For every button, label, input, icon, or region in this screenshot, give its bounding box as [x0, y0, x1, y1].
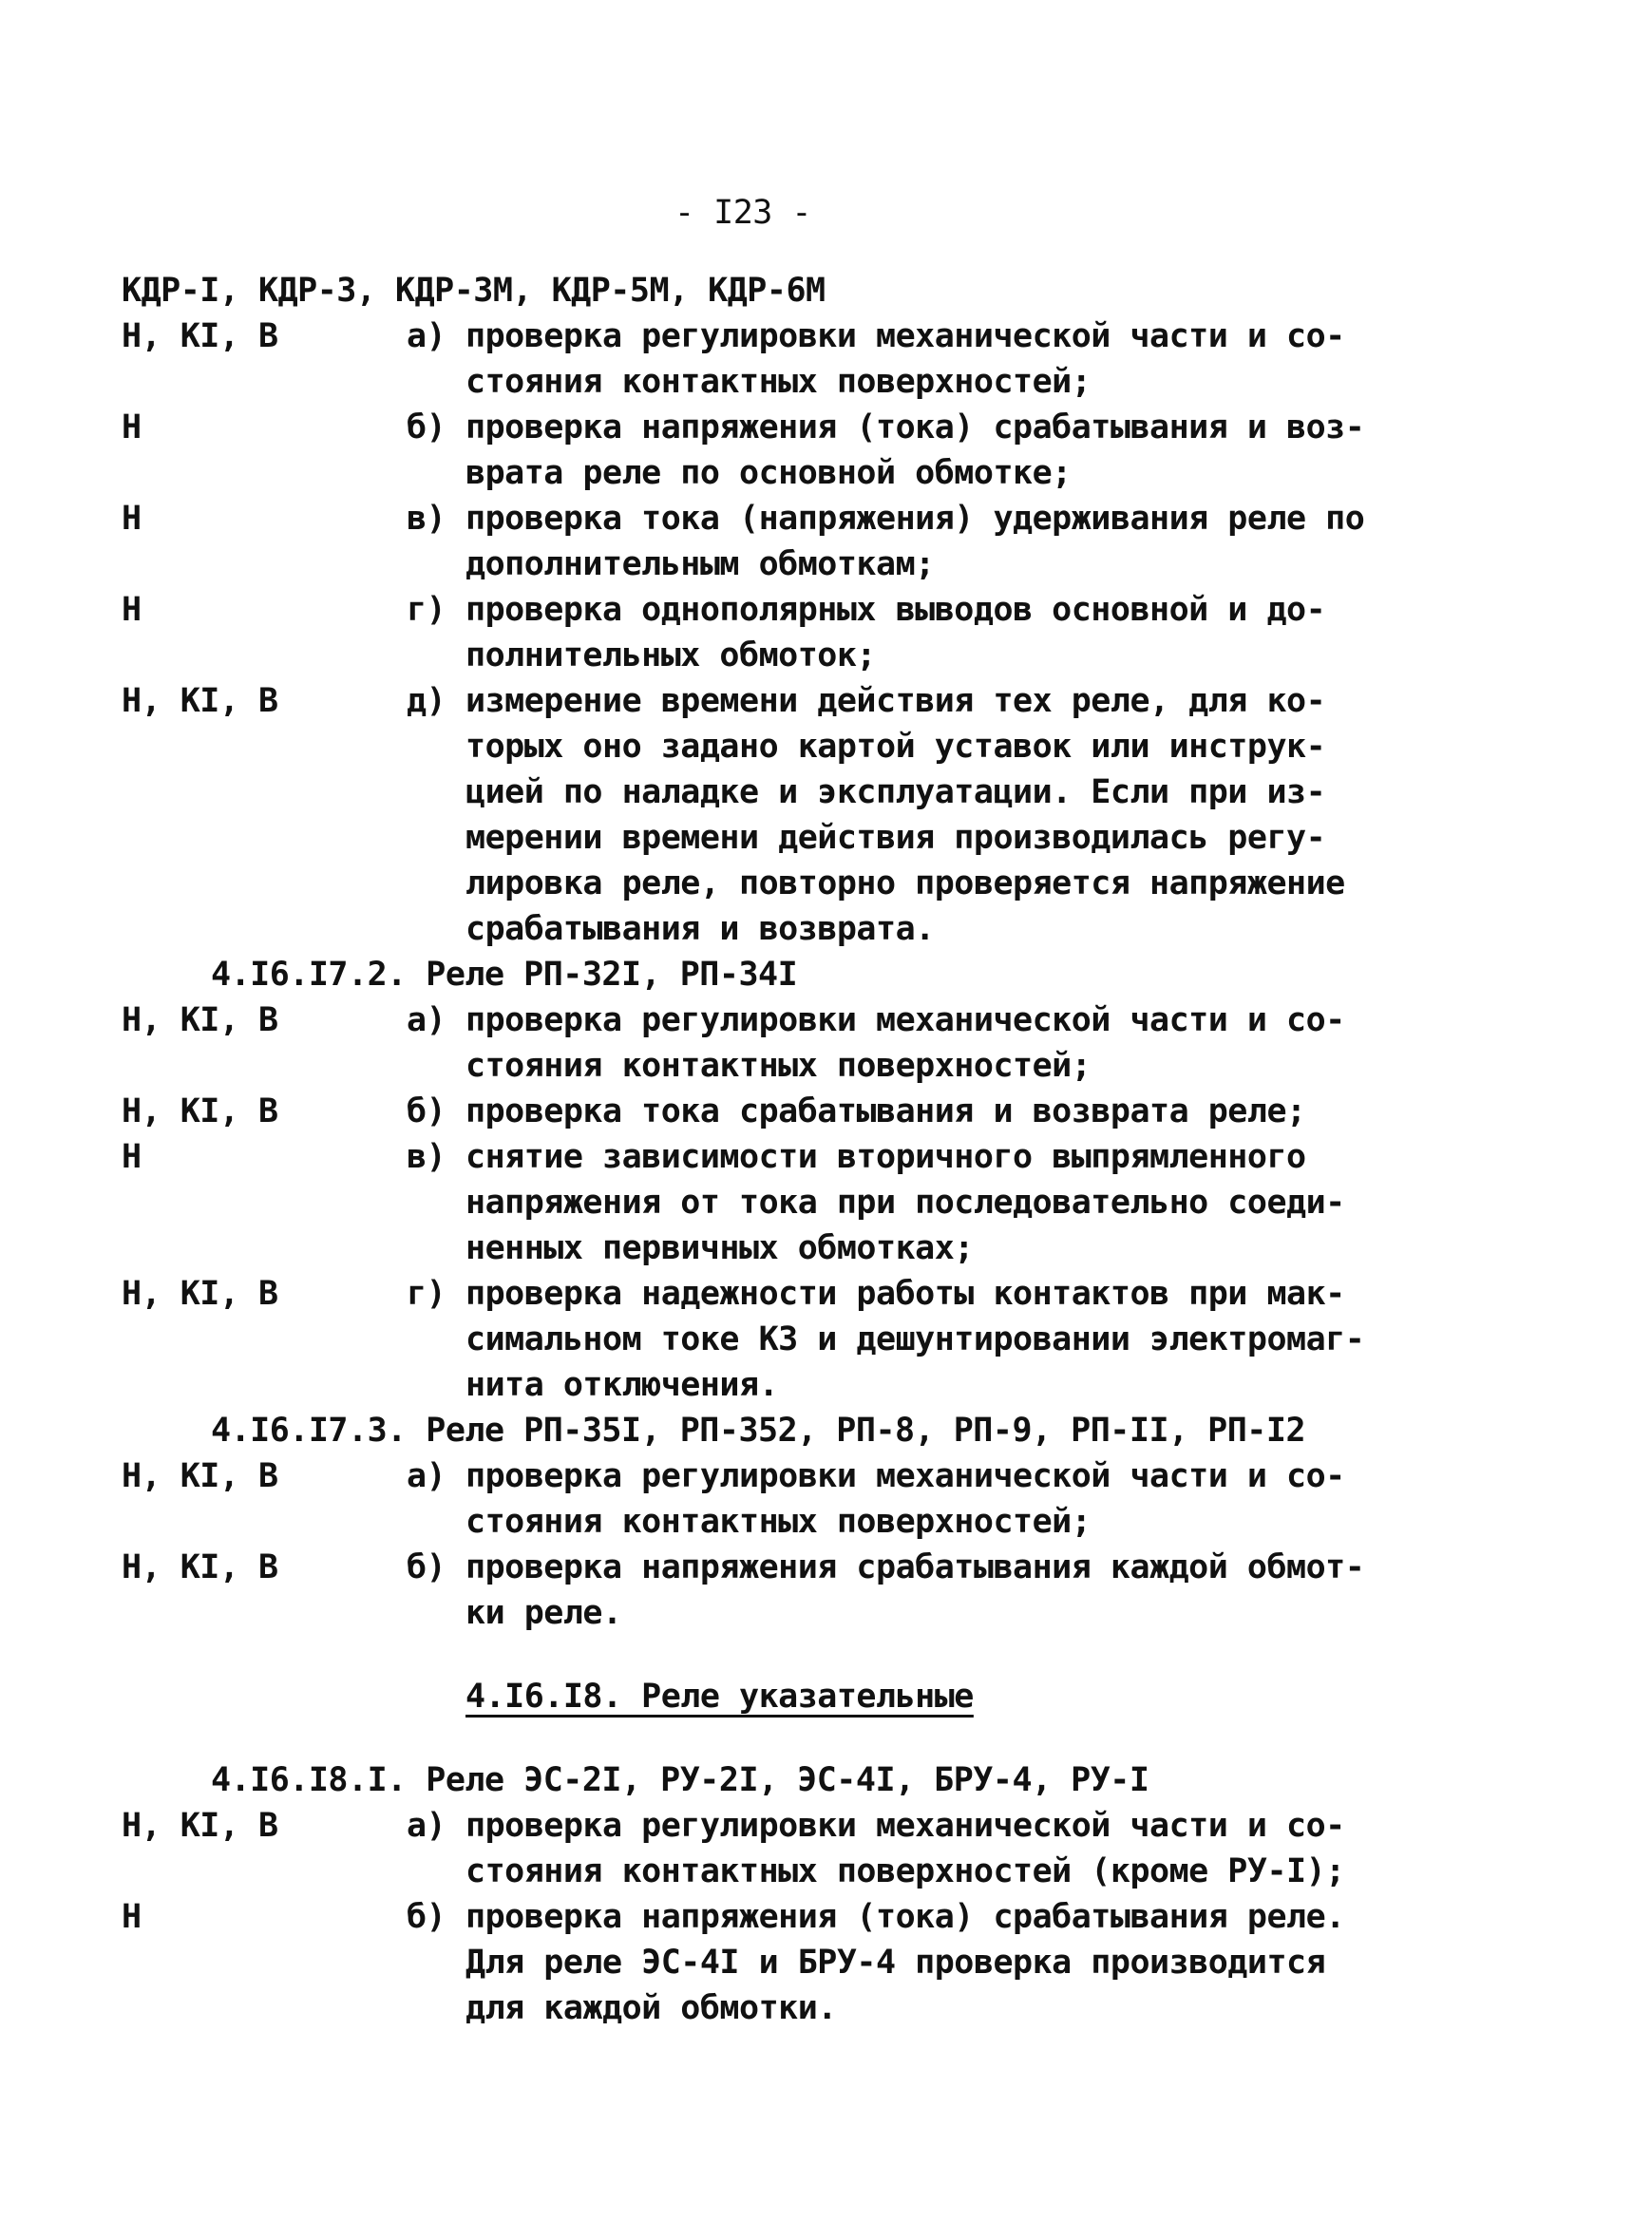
check-codes: Н — [122, 1138, 142, 1176]
item-text-line: снятие зависимости вторичного выпрямленного — [465, 1138, 1306, 1176]
check-codes: Н, КI, В — [122, 682, 278, 720]
item-text-line: напряжения от тока при последовательно соеди- — [465, 1184, 1345, 1222]
item-marker: а) — [407, 317, 446, 355]
item-text-line: полнительных обмоток; — [465, 636, 877, 674]
item-marker: г) — [407, 591, 446, 629]
item-text-line: ненных первичных обмотках; — [465, 1229, 974, 1267]
subsection-title: 4.I6.I8.I. Реле ЭС-2I, РУ-2I, ЭС-4I, БРУ-4, РУ-I — [211, 1761, 1149, 1799]
subsection-title: 4.I6.I7.3. Реле РП-35I, РП-352, РП-8, РП-9, РП-II, РП-I2 — [211, 1412, 1306, 1450]
check-codes: Н, КI, В — [122, 1457, 278, 1495]
check-codes: Н — [122, 500, 142, 538]
item-text-line: проверка напряжения срабатывания каждой обмот- — [465, 1548, 1365, 1586]
item-marker: б) — [407, 1898, 446, 1936]
relay-group-title: КДР-I, КДР-3, КДР-3М, КДР-5М, КДР-6М — [122, 272, 826, 310]
item-marker: а) — [407, 1457, 446, 1495]
item-text-line: нита отключения. — [465, 1366, 779, 1404]
check-codes: Н — [122, 1898, 142, 1936]
item-marker: б) — [407, 1548, 446, 1586]
item-text-line: проверка тока (напряжения) удерживания реле по — [465, 500, 1365, 538]
item-marker: б) — [407, 408, 446, 446]
item-marker: в) — [407, 500, 446, 538]
item-text-line: проверка надежности работы контактов при мак- — [465, 1275, 1345, 1313]
item-text-line: проверка напряжения (тока) срабатывания и воз- — [465, 408, 1365, 446]
item-text-line: проверка регулировки механической части и со- — [465, 317, 1345, 355]
item-text-line: стояния контактных поверхностей; — [465, 363, 1092, 401]
item-text-line: врата реле по основной обмотке; — [465, 454, 1072, 492]
check-codes: Н, КI, В — [122, 317, 278, 355]
check-codes: Н, КI, В — [122, 1092, 278, 1130]
item-text-line: цией по наладке и эксплуатации. Если при из- — [465, 773, 1326, 811]
check-codes: Н, КI, В — [122, 1275, 278, 1313]
item-marker: в) — [407, 1138, 446, 1176]
item-text-line: мерении времени действия производилась регу- — [465, 819, 1326, 857]
item-text-line: проверка тока срабатывания и возврата реле; — [465, 1092, 1306, 1130]
check-codes: Н — [122, 408, 142, 446]
check-codes: Н, КI, В — [122, 1807, 278, 1845]
item-text-line: лировка реле, повторно проверяется напряжение — [465, 864, 1345, 902]
item-text-line: симальном токе КЗ и дешунтировании электромаг- — [465, 1320, 1365, 1358]
item-text-line: дополнительным обмоткам; — [465, 545, 935, 583]
subsection-title: 4.I6.I7.2. Реле РП-32I, РП-34I — [211, 956, 798, 994]
item-text-line: проверка однополярных выводов основной и до- — [465, 591, 1326, 629]
item-marker: г) — [407, 1275, 446, 1313]
item-marker: б) — [407, 1092, 446, 1130]
item-text-line: стояния контактных поверхностей (кроме РУ-I); — [465, 1852, 1345, 1890]
item-text-line: срабатывания и возврата. — [465, 910, 935, 948]
section-heading: 4.I6.I8. Реле указательные — [465, 1678, 974, 1716]
item-marker: д) — [407, 682, 446, 720]
check-codes: Н, КI, В — [122, 1001, 278, 1039]
item-text-line: проверка регулировки механической части и со- — [465, 1001, 1345, 1039]
item-text-line: проверка регулировки механической части и со- — [465, 1457, 1345, 1495]
item-text-line: ки реле. — [465, 1594, 622, 1632]
item-text-line: стояния контактных поверхностей; — [465, 1503, 1092, 1541]
item-marker: а) — [407, 1807, 446, 1845]
page-number: - I23 - — [674, 194, 812, 232]
item-marker: а) — [407, 1001, 446, 1039]
item-text-line: проверка регулировки механической части и со- — [465, 1807, 1345, 1845]
check-codes: Н — [122, 591, 142, 629]
item-text-line: торых оно задано картой уставок или инструк- — [465, 728, 1326, 766]
item-text-line: стояния контактных поверхностей; — [465, 1047, 1092, 1085]
item-text-line: Для реле ЭС-4I и БРУ-4 проверка производится — [465, 1944, 1326, 1982]
check-codes: Н, КI, В — [122, 1548, 278, 1586]
item-text-line: измерение времени действия тех реле, для ко- — [465, 682, 1326, 720]
item-text-line: проверка напряжения (тока) срабатывания реле. — [465, 1898, 1345, 1936]
item-text-line: для каждой обмотки. — [465, 1989, 837, 2027]
